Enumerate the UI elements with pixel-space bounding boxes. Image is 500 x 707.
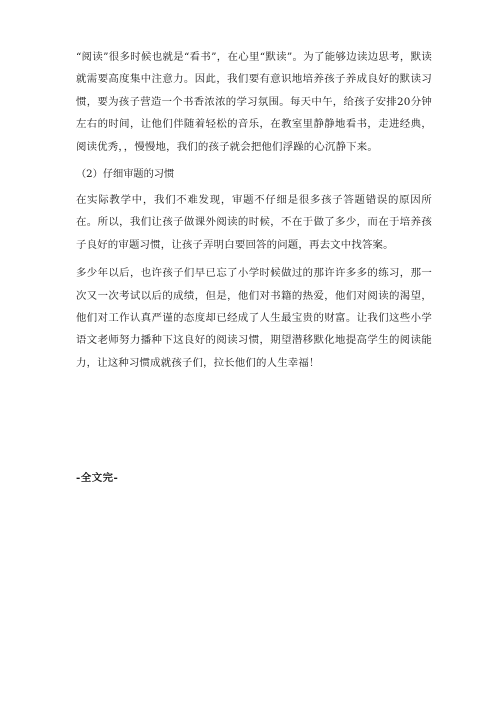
document-body — [76, 46, 432, 374]
end-of-text-mark: -全文完- — [76, 472, 119, 484]
paragraph-conclusion: 多少年以后，也许孩子们早已忘了小学时候做过的那许许多多的练习，那一次又一次考试以后的成绩，但是，他们对书籍的热爱，他们对阅读的渴望，他们对工作认真严谨的态度却已经成了人生最宝贵的财富。让我们这些小学语文老师努力播种下这良好的阅读习惯，期望潜移默化地提高学生的阅读能力，让这种习惯成就孩子们，拉长他们的人生幸福！ — [76, 267, 432, 369]
paragraph-silent-reading: “阅读”很多时候也就是“看书”，在心里“默读”。为了能够边读边思考，默读就需要高度集中注意力。因此，我们要有意识地培养孩子养成良好的默读习惯，要为孩子营造一个书香浓浓的学习氛围。每天中午，给孩子安排20分钟左右的时间，让他们伴随着轻松的音乐，在教室里静静地看书，走进经典，阅读优秀，，慢慢地，我们的孩子就会把他们浮躁的心沉静下来。 — [76, 51, 432, 153]
paragraph-reading-questions: 在实际教学中，我们不难发现，审题不仔细是很多孩子答题错误的原因所在。所以，我们让孩子做课外阅读的时候，不在于做了多少，而在于培养孩子良好的审题习惯，让孩子弄明白要回答的问题，再去文中找答案。 — [76, 194, 432, 251]
section-heading: （2）仔细审题的习惯 — [76, 169, 175, 181]
